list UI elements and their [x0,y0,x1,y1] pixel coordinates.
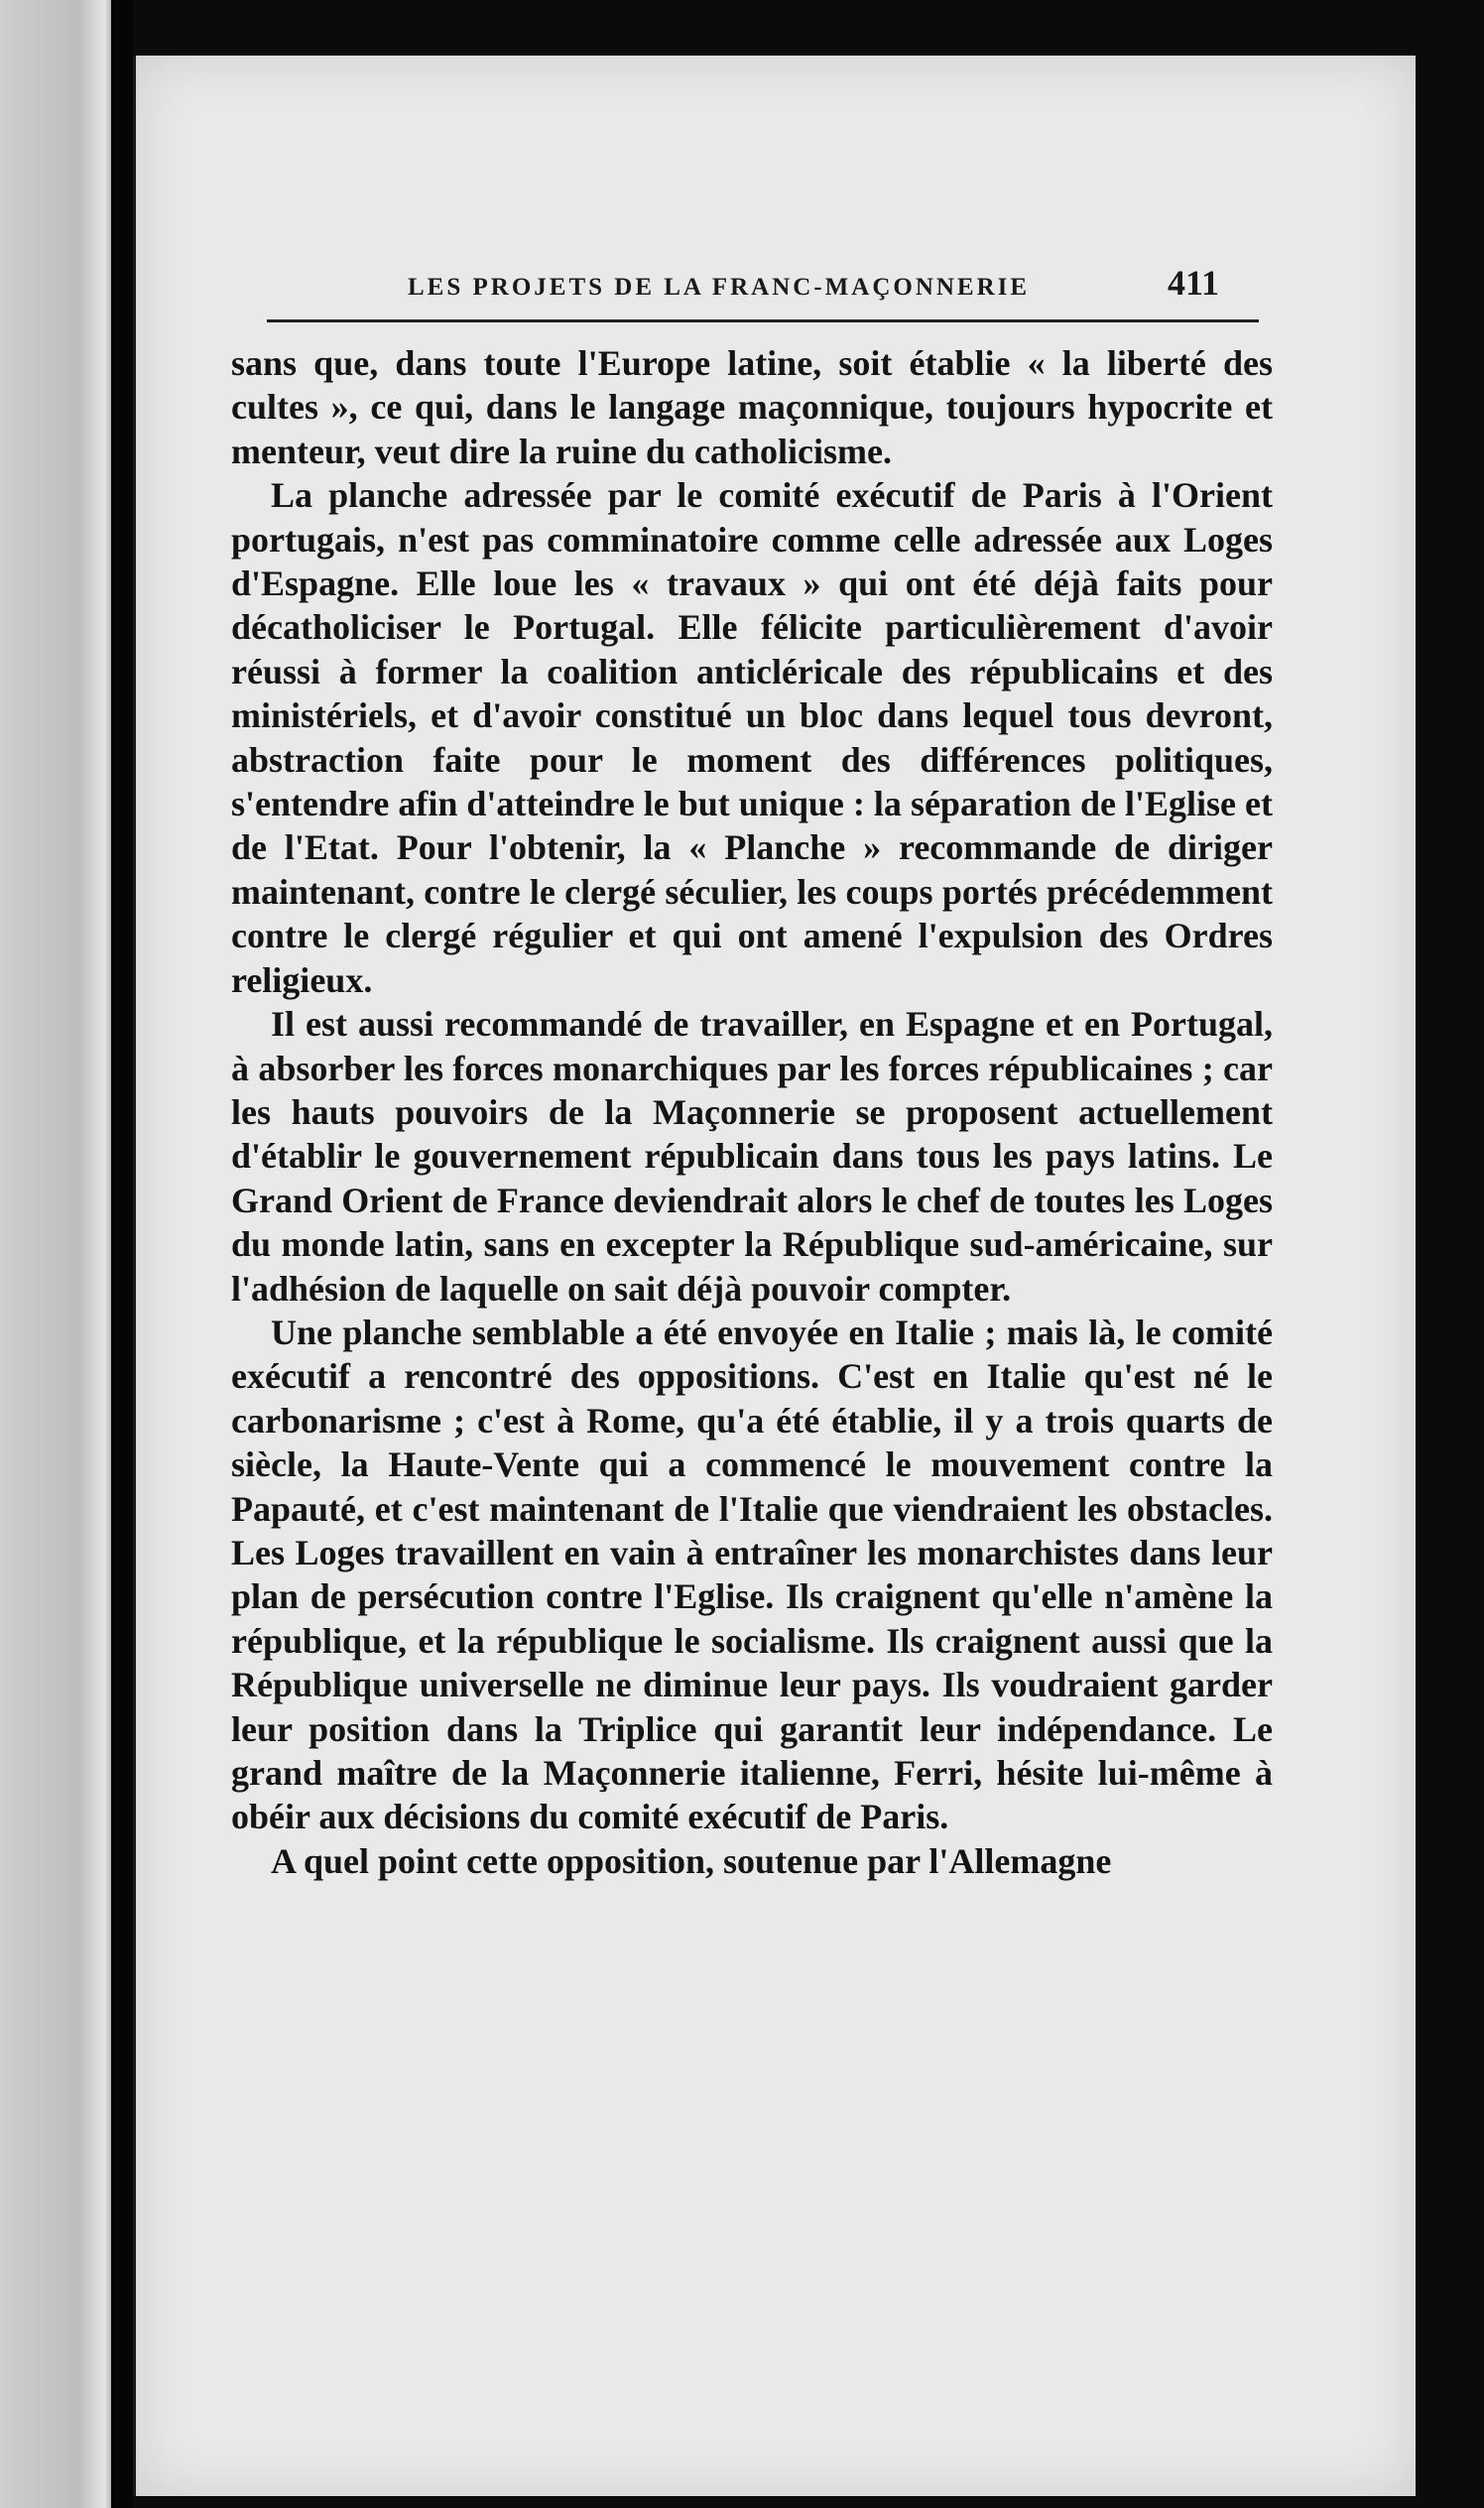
header-rule [267,319,1259,322]
paragraph-3: Il est aussi recommandé de travailler, en Espagne et en Portugal, à absorber les forces monarchiques par les forces républicaines ; car les hauts pouvoirs de la Maçonnerie se proposent actuellement d'établir le gouvernement républicain dans tous les pays latins. Le Grand Orient de France deviendrait alors le chef de toutes les Loges du monde latin, sans en excepter la République sud-américaine, sur l'adhésion de laquelle on sait déjà pouvoir compter. [231,1004,1273,1309]
running-title: LES PROJETS DE LA FRANC-MAÇONNERIE [408,274,1031,301]
paragraph-4: Une planche semblable a été envoyée en Italie ; mais là, le comité exécutif a rencontré des oppositions. C'est en Italie qu'est né le carbonarisme ; c'est à Rome, qu'a été établie, il y a trois quarts de siècle, la Haute-Vente qui a commencé le mouvement contre la Papauté, et c'est maintenant de l'Italie que viendraient les obstacles. Les Loges travaillent en vain à entraîner les monarchistes dans leur plan de persécution contre l'Eglise. Ils craignent qu'elle n'amène la république, et la république le socialisme. Ils craignent aussi que la République universelle ne diminue leur pays. Ils voudraient garder leur position dans la Triplice qui garantit leur indépendance. Le grand maître de la Maçonnerie italienne, Ferri, hésite lui-même à obéir aux décisions du comité exécutif de Paris. [231,1312,1273,1837]
binding-gutter [111,0,133,2508]
paragraph-2: La planche adressée par le comité exécutif de Paris à l'Orient portugais, n'est pas comminatoire comme celle adressée aux Loges d'Espagne. Elle loue les « travaux » qui ont été déjà faits pour décatholiciser le Portugal. Elle félicite particulièrement d'avoir réussi à former la coalition anticléricale des républicains et des ministériels, et d'avoir constitué un bloc dans lequel tous devront, abstraction faite pour le moment des différences politiques, s'entendre afin d'atteindre le but unique : la séparation de l'Eglise et de l'Etat. Pour l'obtenir, la « Planche » recommande de diriger maintenant, contre le clergé séculier, les coups portés précédemment contre le clergé régulier et qui ont amené l'expulsion des Ordres religieux. [231,475,1273,1000]
page-number: 411 [1168,263,1220,303]
book-page [133,56,1416,2496]
page-header [136,224,1416,314]
paragraph-1: sans que, dans toute l'Europe latine, soit établie « la liberté des cultes », ce qui, dans le langage maçonnique, toujours hypocrite et menteur, veut dire la ruine du catholicisme. [231,343,1273,471]
paragraph-5: A quel point cette opposition, soutenue par l'Allemagne [271,1840,1112,1881]
body-text [231,341,1273,1883]
